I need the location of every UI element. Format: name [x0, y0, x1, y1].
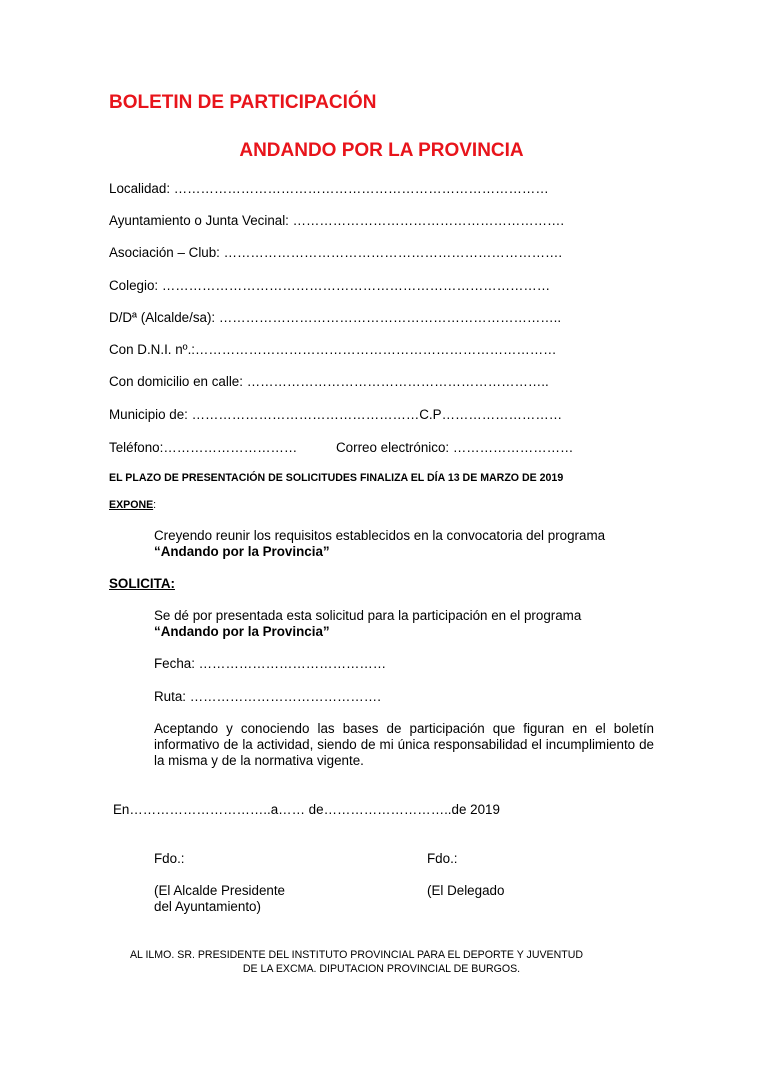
- expone-text: [154, 528, 605, 560]
- field-alcalde[interactable]: D/Dª (Alcalde/sa): …………………………………………………………………..: [109, 310, 562, 325]
- expone-heading: [109, 499, 156, 511]
- field-ruta[interactable]: Ruta: …………………………………….: [154, 689, 381, 704]
- program-title: ANDANDO POR LA PROVINCIA: [239, 140, 524, 161]
- signature-left-role-line2: del Ayuntamiento): [154, 899, 261, 914]
- solicita-heading: SOLICITA:: [109, 576, 175, 591]
- expone-program: “Andando por la Provincia”: [154, 544, 330, 559]
- field-localidad[interactable]: Localidad: …………………………………………………………………………: [109, 181, 549, 196]
- field-telefono[interactable]: Teléfono:…………………………: [109, 440, 298, 455]
- field-correo[interactable]: Correo electrónico: ………………………: [336, 440, 574, 455]
- field-ayuntamiento[interactable]: Ayuntamiento o Junta Vecinal: …………………………………………………….: [109, 213, 565, 228]
- solicita-text: [154, 608, 581, 640]
- expone-sentence: Creyendo reunir los requisitos establecidos en la convocatoria del programa: [154, 528, 606, 543]
- field-colegio[interactable]: Colegio: ……………………………………………………………………………: [109, 278, 551, 293]
- signature-right-role: (El Delegado: [427, 883, 505, 898]
- expone-colon: :: [153, 499, 157, 511]
- signature-left-role-line1: (El Alcalde Presidente: [154, 883, 286, 898]
- deadline-notice: EL PLAZO DE PRESENTACIÓN DE SOLICITUDES FINALIZA EL DÍA 13 DE MARZO DE 2019: [109, 472, 564, 484]
- footer-line2: DE LA EXCMA. DIPUTACION PROVINCIAL DE BURGOS.: [242, 963, 521, 975]
- expone-label: EXPONE: [109, 499, 154, 511]
- footer-line1: AL ILMO. SR. PRESIDENTE DEL INSTITUTO PROVINCIAL PARA EL DEPORTE Y JUVENTUD: [129, 949, 584, 961]
- place-date-line[interactable]: En…………………………..a…… de………………………..de 2019: [113, 802, 500, 817]
- field-domicilio[interactable]: Con domicilio en calle: …………………………………………………………..: [109, 374, 549, 389]
- form-title: BOLETIN DE PARTICIPACIÓN: [109, 92, 377, 113]
- field-municipio[interactable]: Municipio de: ……………………………………………C.P………………………: [109, 407, 563, 422]
- field-asociacion[interactable]: Asociación – Club: ………………………………………………………………….: [109, 245, 563, 260]
- field-dni[interactable]: Con D.N.I. nº.:………………………………………………………………………: [109, 342, 557, 357]
- solicita-sentence: Se dé por presentada esta solicitud para la participación en el programa: [154, 608, 582, 623]
- field-fecha[interactable]: Fecha: ……………………………………: [154, 656, 387, 671]
- signature-left-role: [154, 883, 285, 915]
- signature-right-fdo: Fdo.:: [427, 851, 458, 866]
- acceptance-text: Aceptando y conociendo las bases de participación que figuran en el boletín informativo de la actividad, siendo de mi única responsabilidad el incumplimiento de la misma y de la normativa vigente.: [154, 721, 654, 768]
- addressee-footer: [0, 948, 713, 976]
- solicita-program: “Andando por la Provincia”: [154, 624, 330, 639]
- signature-left-fdo: Fdo.:: [154, 851, 185, 866]
